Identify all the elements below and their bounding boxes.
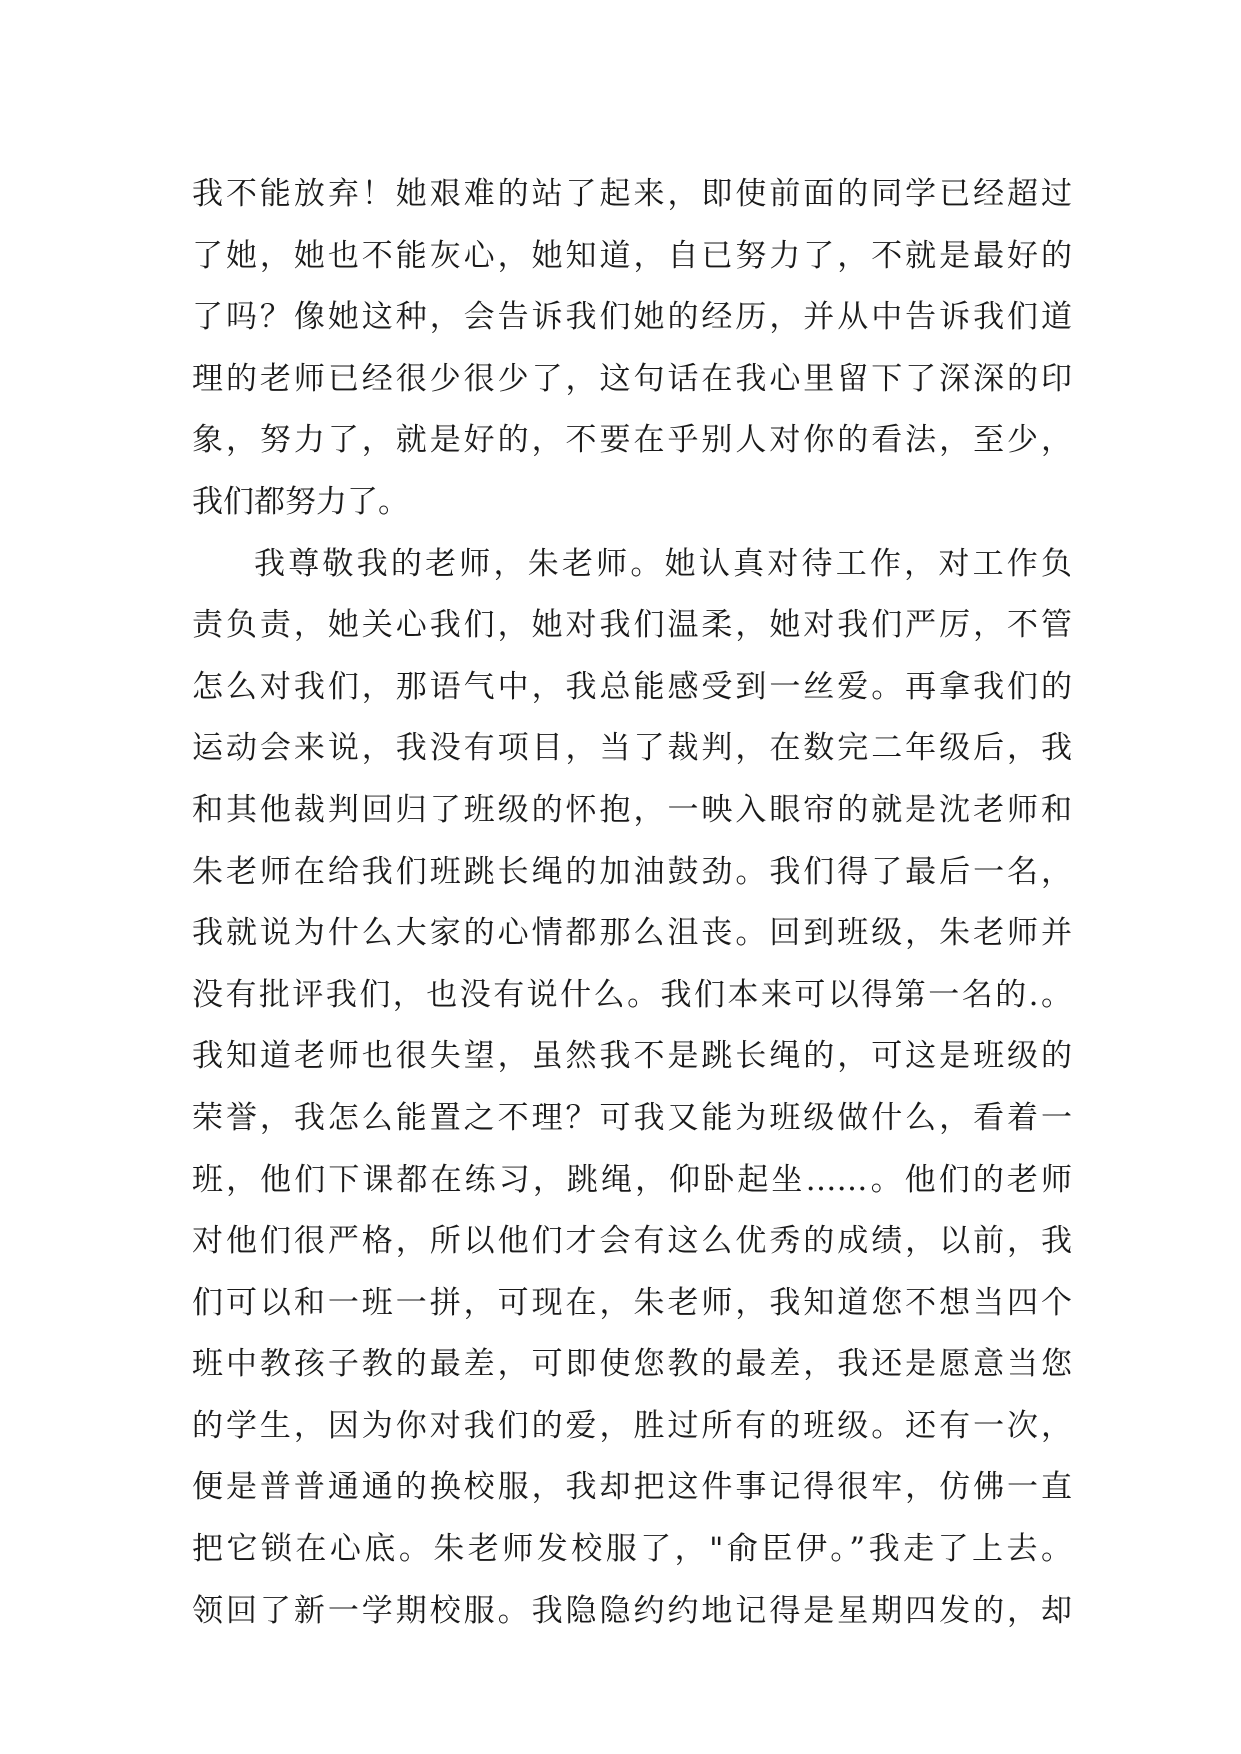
text-line: 对他们很严格，所以他们才会有这么优秀的成绩，以前，我 bbox=[192, 1223, 1072, 1260]
text-line: 我们都努力了。 bbox=[192, 483, 409, 520]
text-line: 我知道老师也很失望，虽然我不是跳长绳的，可这是班级的 bbox=[192, 1038, 1072, 1075]
text-line: 象，努力了，就是好的，不要在乎别人对你的看法，至少， bbox=[192, 422, 1072, 459]
text-line: 运动会来说，我没有项目，当了裁判，在数完二年级后，我 bbox=[192, 730, 1072, 767]
text-line: 我就说为什么大家的心情都那么沮丧。回到班级，朱老师并 bbox=[192, 915, 1072, 952]
body-text bbox=[192, 164, 1072, 1642]
text-line: 和其他裁判回归了班级的怀抱，一映入眼帘的就是沈老师和 bbox=[192, 791, 1072, 828]
text-line: 了她，她也不能灰心，她知道，自已努力了，不就是最好的 bbox=[192, 237, 1072, 274]
text-line: 我尊敬我的老师，朱老师。她认真对待工作，对工作负 bbox=[254, 545, 1072, 582]
text-line: 了吗？像她这种，会告诉我们她的经历，并从中告诉我们道 bbox=[192, 299, 1072, 336]
text-line: 班，他们下课都在练习，跳绳，仰卧起坐……。他们的老师 bbox=[192, 1161, 1072, 1198]
text-line: 怎么对我们，那语气中，我总能感受到一丝爱。再拿我们的 bbox=[192, 668, 1072, 705]
text-line: 领回了新一学期校服。我隐隐约约地记得是星期四发的，却 bbox=[192, 1592, 1072, 1629]
text-line: 们可以和一班一拼，可现在，朱老师，我知道您不想当四个 bbox=[192, 1284, 1072, 1321]
text-line: 的学生，因为你对我们的爱，胜过所有的班级。还有一次， bbox=[192, 1407, 1072, 1444]
text-line: 把它锁在心底。朱老师发校服了，"俞臣伊。”我走了上去。 bbox=[192, 1531, 1072, 1568]
text-line: 朱老师在给我们班跳长绳的加油鼓劲。我们得了最后一名， bbox=[192, 853, 1072, 890]
text-line: 没有批评我们，也没有说什么。我们本来可以得第一名的.。 bbox=[192, 976, 1072, 1013]
text-line: 便是普普通通的换校服，我却把这件事记得很牢，仿佛一直 bbox=[192, 1469, 1072, 1506]
text-line: 班中教孩子教的最差，可即使您教的最差，我还是愿意当您 bbox=[192, 1346, 1072, 1383]
text-line: 我不能放弃！她艰难的站了起来，即使前面的同学已经超过 bbox=[192, 176, 1072, 212]
text-line: 理的老师已经很少很少了，这句话在我心里留下了深深的印 bbox=[192, 360, 1072, 397]
text-line: 荣誉，我怎么能置之不理？可我又能为班级做什么，看着一 bbox=[192, 1099, 1072, 1136]
text-line: 责负责，她关心我们，她对我们温柔，她对我们严厉，不管 bbox=[192, 607, 1072, 644]
